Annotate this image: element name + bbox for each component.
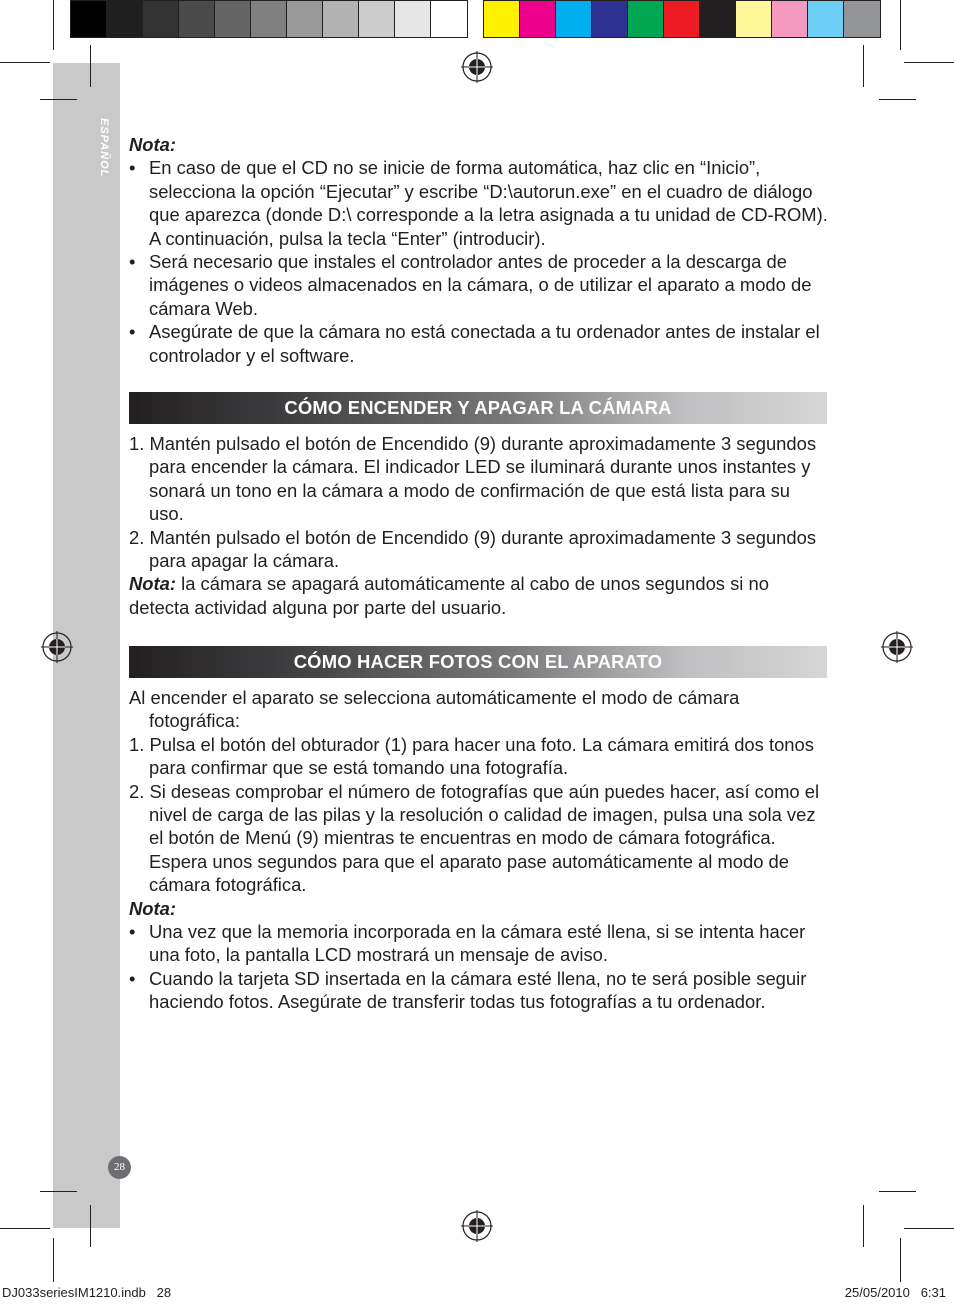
color-swatch <box>520 1 556 37</box>
grayscale-color-bar <box>70 0 468 38</box>
step-item: 2. Si deseas comprobar el número de fotografías que aún puedes hacer, así como el nivel de carga de las pilas y la resolución o calidad de imagen, pulsa una sola vez el botón de Menú (9) mientras te encuentras en modo de cámara fotográfica. Espera unos segundos para que el aparato pase automáticamente al modo de cámara fotográfica. <box>129 780 820 896</box>
section-heading-photos: CÓMO HACER FOTOS CON EL APARATO <box>129 646 827 678</box>
registration-mark-right-icon <box>881 631 913 663</box>
color-swatch <box>287 1 323 37</box>
color-swatch <box>323 1 359 37</box>
color-swatch <box>808 1 844 37</box>
color-swatch <box>359 1 395 37</box>
step-item: 1. Pulsa el botón del obturador (1) para hacer una foto. La cámara emitirá dos tonos para confirmar que se está tomando una fotografía. <box>129 733 814 779</box>
step-item: 2. Mantén pulsado el botón de Encendido (9) durante aproximadamente 3 segundos para apagar la cámara. <box>129 526 817 572</box>
color-swatch <box>251 1 287 37</box>
list-item: • Será necesario que instales el controlador antes de proceder a la descarga de imágenes o videos almacenados en la cámara, o de utilizar el aparato a modo de cámara Web. <box>129 251 812 319</box>
list-item: • Una vez que la memoria incorporada en la cámara esté llena, si se intenta hacer una foto, la pantalla LCD mostrará un mensaje de aviso. <box>129 921 806 966</box>
color-swatch <box>700 1 736 37</box>
section-intro: Al encender el aparato se selecciona automáticamente el modo de cámara fotográfica: <box>129 687 740 732</box>
color-swatch <box>143 1 179 37</box>
color-swatch <box>736 1 772 37</box>
list-item: • Asegúrate de que la cámara no está conectada a tu ordenador antes de instalar el controlador y el software. <box>129 321 820 366</box>
color-swatch <box>107 1 143 37</box>
power-note: Nota: la cámara se apagará automáticamente al cabo de unos segundos si no detecta actividad alguna por parte del usuario. <box>129 573 769 618</box>
step-item: 1. Mantén pulsado el botón de Encendido (9) durante aproximadamente 3 segundos para encender la cámara. El indicador LED se iluminará durante unos instantes y sonará un tono en la cámara a modo de confirmación de que está lista para su uso. <box>129 433 817 525</box>
color-swatch <box>395 1 431 37</box>
color-swatch <box>844 1 880 37</box>
color-swatch <box>484 1 520 37</box>
color-swatch <box>556 1 592 37</box>
photos-note-heading: Nota: <box>129 897 176 919</box>
footer-timestamp: 25/05/2010 6:31 <box>844 1285 946 1300</box>
language-label: ESPAÑOL <box>98 118 110 178</box>
section-power-body <box>129 432 829 619</box>
section-heading-power: CÓMO ENCENDER Y APAGAR LA CÁMARA <box>129 392 827 424</box>
color-swatch <box>628 1 664 37</box>
color-swatch <box>592 1 628 37</box>
color-swatch <box>215 1 251 37</box>
cmyk-color-bar <box>483 0 881 38</box>
color-swatch <box>71 1 107 37</box>
registration-mark-bottom-icon <box>461 1210 493 1242</box>
registration-mark-top-icon <box>461 51 493 83</box>
page-number: 28 <box>108 1156 131 1179</box>
color-swatch <box>431 1 467 37</box>
intro-notes <box>129 133 829 367</box>
list-item: • En caso de que el CD no se inicie de forma automática, haz clic en “Inicio”, selecciona la opción “Ejecutar” y escribe “D:\autorun.exe” en el cuadro de diálogo que aparezca (donde D:\ corresponde a la letra asignada a tu unidad de CD-ROM). A continuación, pulsa la tecla “Enter” (introducir). <box>129 157 828 249</box>
list-item: • Cuando la tarjeta SD insertada en la cámara esté llena, no te será posible seguir haciendo fotos. Asegúrate de transferir todas tus fotografías a tu ordenador. <box>129 967 807 1013</box>
intro-note-heading: Nota: <box>129 134 176 155</box>
language-tab <box>95 118 115 198</box>
color-swatch <box>664 1 700 37</box>
color-swatch <box>772 1 808 37</box>
section-photos-body <box>129 686 829 1014</box>
color-swatch <box>179 1 215 37</box>
registration-mark-left-icon <box>41 631 73 663</box>
footer-file-info: DJ033seriesIM1210.indb 28 <box>2 1285 172 1300</box>
